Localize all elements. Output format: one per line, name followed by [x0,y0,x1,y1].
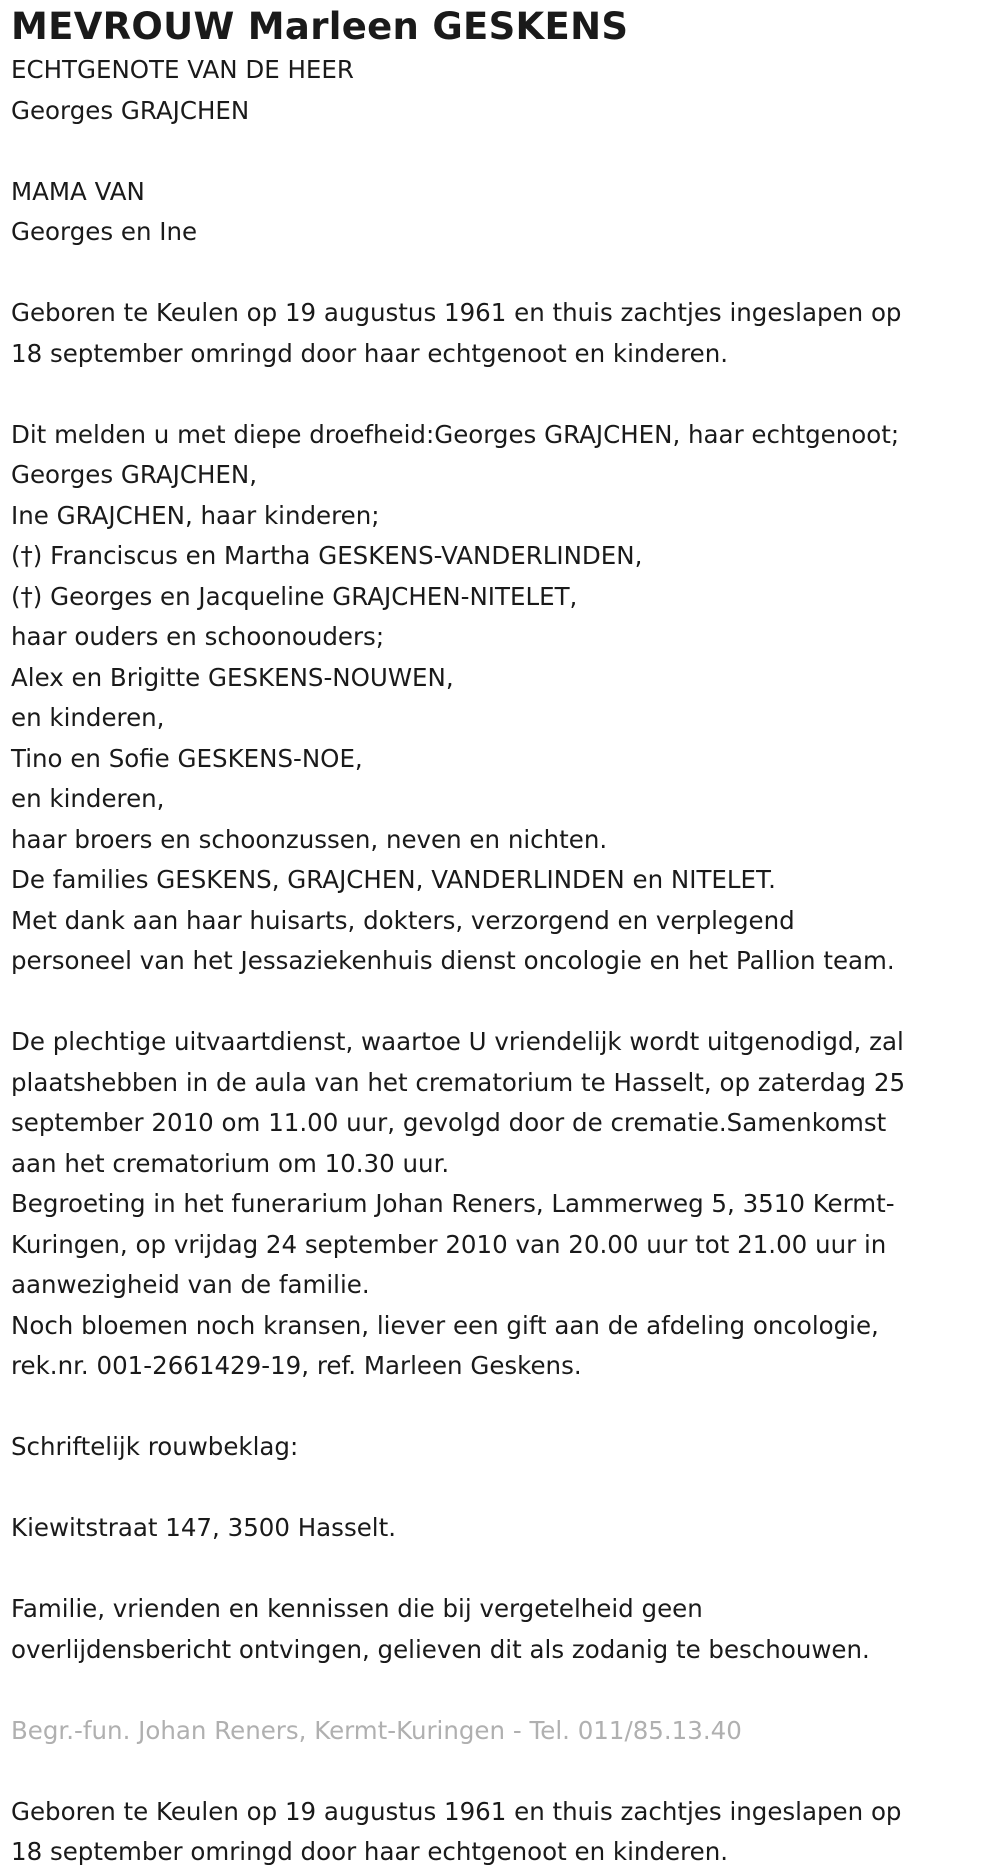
notice-line: Familie, vrienden en kennissen die bij vergetelheid geen [11,1594,703,1623]
children-names: Georges en Ine [11,217,198,246]
announcement-block [11,415,1000,982]
birth-death-repeat-line: 18 september omringd door haar echtgenoot en kinderen. [11,1837,729,1866]
birth-death-line: 18 september omringd door haar echtgenoot en kinderen. [11,338,729,368]
spacer [11,1468,1000,1509]
ceremony-line: rek.nr. 001-2661429-19, ref. Marleen Geskens. [11,1351,582,1380]
ceremony-line: aan het crematorium om 10.30 uur. [11,1148,450,1178]
announcement-line: Georges GRAJCHEN, [11,460,257,489]
obituary-body [11,50,1000,1873]
announcement-line: haar ouders en schoonouders; [11,622,385,651]
spouse-label: ECHTGENOTE VAN DE HEER [11,55,354,84]
announcement-line: (†) Georges en Jacqueline GRAJCHEN-NITELET, [11,581,578,611]
announcement-line: (†) Franciscus en Martha GESKENS-VANDERLINDEN, [11,541,643,570]
spouse-name: Georges GRAJCHEN [11,95,250,125]
spacer [11,982,1000,1023]
funeral-home-credit: Begr.-fun. Johan Reners, Kermt-Kuringen - Tel. 011/85.13.40 [11,1715,742,1745]
ceremony-line: aanwezigheid van de familie. [11,1270,370,1299]
birth-death-line: Geboren te Keulen op 19 augustus 1961 en thuis zachtjes ingeslapen op [11,298,902,327]
ceremony-block [11,1022,1000,1387]
announcement-line: Met dank aan haar huisarts, dokters, verzorgend en verplegend [11,905,795,935]
announcement-line: Dit melden u met diepe droefheid:Georges GRAJCHEN, haar echtgenoot; [11,419,900,449]
notice-line: overlijdensbericht ontvingen, gelieven dit als zodanig te beschouwen. [11,1634,870,1664]
ceremony-line: Begroeting in het funerarium Johan Reners, Lammerweg 5, 3510 Kermt- [11,1189,895,1218]
announcement-line: Tino en Sofie GESKENS-NOE, [11,743,363,773]
announcement-line: Alex en Brigitte GESKENS-NOUWEN, [11,662,454,692]
spacer [11,253,1000,294]
announcement-line: en kinderen, [11,784,165,813]
spacer [11,374,1000,415]
birth-death-repeat-line: Geboren te Keulen op 19 augustus 1961 en thuis zachtjes ingeslapen op [11,1796,902,1826]
spacer [11,1387,1000,1428]
spacer [11,1670,1000,1711]
ceremony-line: De plechtige uitvaartdienst, waartoe U vriendelijk wordt uitgenodigd, zal [11,1027,904,1056]
announcement-line: haar broers en schoonzussen, neven en nichten. [11,824,608,854]
ceremony-line: plaatshebben in de aula van het crematorium te Hasselt, op zaterdag 25 [11,1067,906,1097]
spacer [11,1751,1000,1792]
condolence-label: Schriftelijk rouwbeklag: [11,1432,299,1461]
ceremony-line: Noch bloemen noch kransen, liever een gift aan de afdeling oncologie, [11,1310,879,1340]
children-label: MAMA VAN [11,176,145,206]
announcement-line: en kinderen, [11,703,165,732]
announcement-line: personeel van het Jessaziekenhuis dienst oncologie en het Pallion team. [11,946,895,975]
ceremony-line: september 2010 om 11.00 uur, gevolgd door de crematie.Samenkomst [11,1108,887,1137]
announcement-line: De families GESKENS, GRAJCHEN, VANDERLINDEN en NITELET. [11,865,776,894]
announcement-line: Ine GRAJCHEN, haar kinderen; [11,500,380,530]
deceased-name: MEVROUW Marleen GESKENS [11,5,629,48]
spacer [11,1549,1000,1590]
condolence-address: Kiewitstraat 147, 3500 Hasselt. [11,1513,396,1542]
spacer [11,131,1000,172]
ceremony-line: Kuringen, op vrijdag 24 september 2010 van 20.00 uur tot 21.00 uur in [11,1229,887,1259]
